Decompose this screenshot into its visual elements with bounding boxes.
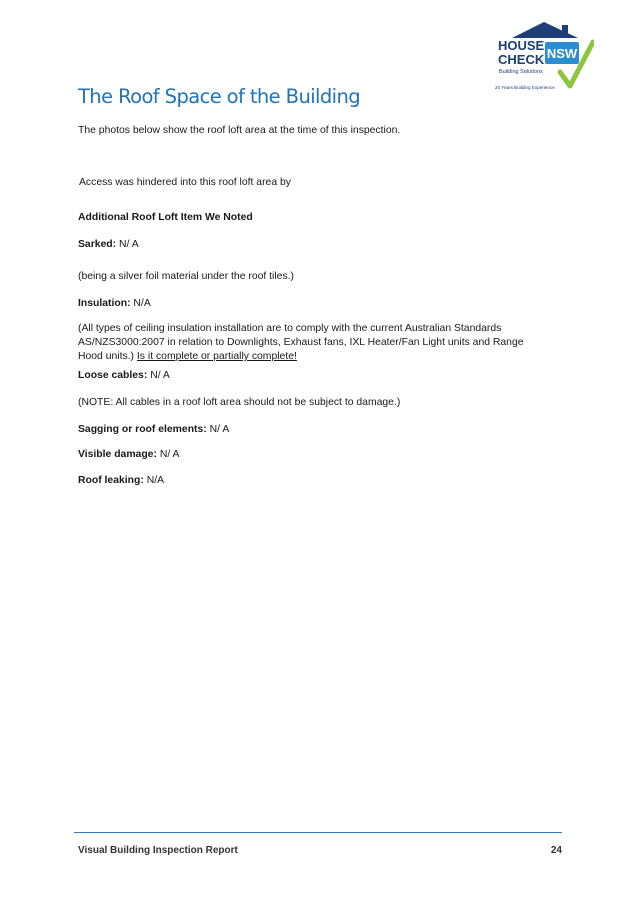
sarked-line [78,238,139,252]
house-check-logo [494,22,594,94]
insulation-line [78,297,151,311]
visible-damage-line [78,448,179,462]
sarked-note: (being a silver foil material under the roof tiles.) [78,271,294,282]
logo-tagline-1: Building Solutions [499,69,543,75]
sarked-label: Sarked: [78,239,117,250]
logo-check-text: CHECK [498,52,545,67]
visible-damage-value: N/ A [159,449,180,460]
logo-house-text: HOUSE [498,38,545,53]
loose-cables-label: Loose cables: [78,370,148,381]
insulation-note-line-1: (All types of ceiling insulation installation are to comply with the current Australian Standards [78,323,502,334]
house-check-logo-graphic [494,22,594,94]
section-heading: Additional Roof Loft Item We Noted [78,212,253,223]
roof-leaking-line [78,474,164,488]
sagging-line [78,423,229,437]
loose-cables-line [78,369,170,383]
loose-cables-value: N/ A [150,370,170,381]
insulation-label: Insulation: [78,298,131,309]
loose-cables-note: (NOTE: All cables in a roof loft area should not be subject to damage.) [78,397,401,408]
logo-nsw-badge: NSW [546,46,578,61]
visible-damage-label: Visible damage: [78,449,157,460]
access-text: Access was hindered into this roof loft area by [79,177,291,188]
roof-leaking-label: Roof leaking: [78,475,144,486]
page-title: The Roof Space of the Building [78,85,360,108]
insulation-note-line-2: AS/NZS3000:2007 in relation to Downlights, Exhaust fans, IXL Heater/Fan Light units and Range [78,337,524,348]
intro-text: The photos below show the roof loft area at the time of this inspection. [78,125,401,136]
insulation-note-plain: Hood units.) [78,351,135,362]
page-number: 24 [550,845,562,856]
footer-report-title: Visual Building Inspection Report [78,845,238,856]
insulation-note-underlined: Is it complete or partially complete! [136,351,297,362]
insulation-note-line-3 [78,350,297,364]
footer-divider [74,832,562,833]
roof-leaking-value: N/A [146,475,165,486]
sagging-value: N/ A [209,424,230,435]
insulation-value: N/A [133,298,151,309]
sarked-value: N/ A [119,239,139,250]
sagging-label: Sagging or roof elements: [78,424,207,435]
logo-tagline-2: 20 Years Building Experience [495,85,555,90]
